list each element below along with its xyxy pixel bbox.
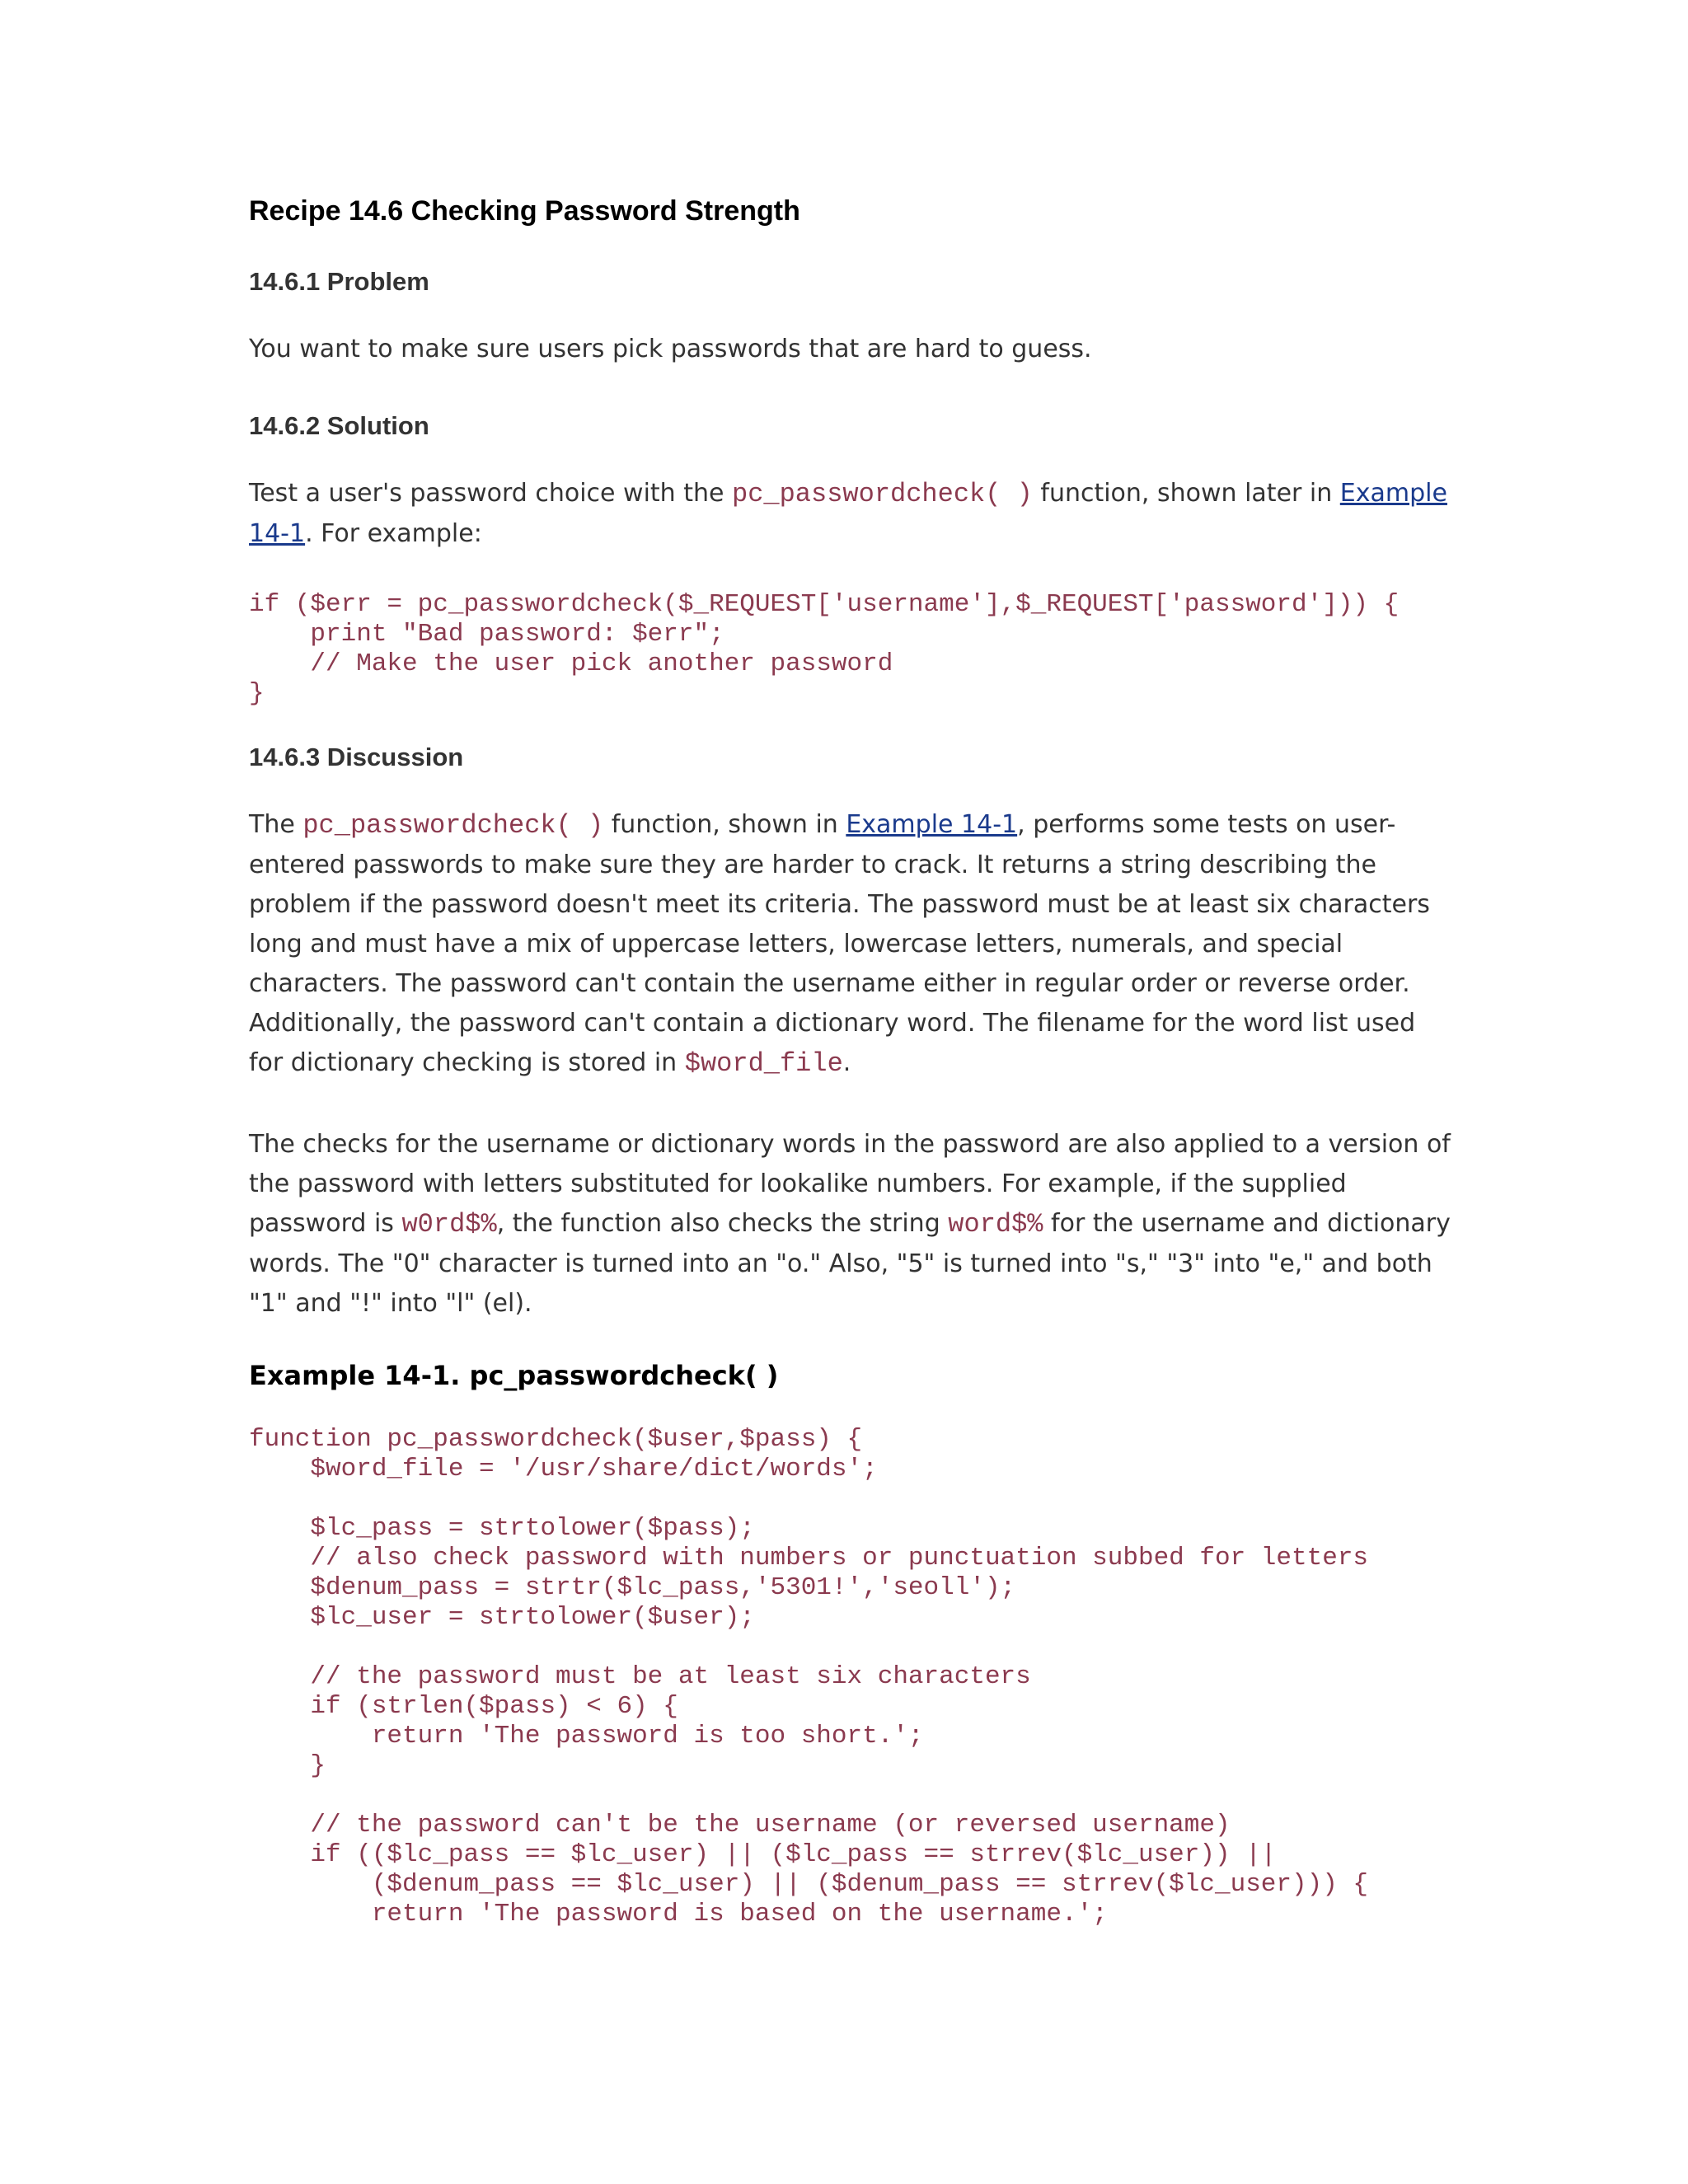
discussion-paragraph-2 [249, 1125, 1452, 1324]
solution-text-after: . For example: [305, 519, 482, 549]
solution-text [249, 474, 1452, 554]
example-code-block: function pc_passwordcheck($user,$pass) { $word_file = '/usr/share/dict/words'; $lc_pass = strtolower($pass); // also check password with numbers or punctuation subbed for letters $denum_pass = strtr($lc_pass,'5301!','seoll'); $lc_user = strtolower($user); // the password must be at least six characters if (strlen($pass) < 6) { return 'The password is too short.'; } // the password can't be the username (or reversed username) if (($lc_pass == $lc_user) || ($lc_pass == strrev($lc_user)) || ($denum_pass == $lc_user) || ($denum_pass == strrev($lc_user))) { return 'The password is based on the username.'; [249, 1424, 1369, 1929]
discussion-heading: 14.6.3 Discussion [249, 743, 464, 772]
discussion-p1-middle: function, shown in [603, 810, 846, 840]
substituted-password-code: word$% [948, 1209, 1043, 1240]
discussion-function-name: pc_passwordcheck( ) [302, 810, 604, 841]
solution-heading: 14.6.2 Solution [249, 410, 429, 440]
page-title: Recipe 14.6 Checking Password Strength [249, 195, 800, 227]
password-example-code: w0rd$% [401, 1209, 497, 1240]
solution-code-block: if ($err = pc_passwordcheck($_REQUEST['username'],$_REQUEST['password'])) { print "Bad password: $err"; // Make the user pick another password } [249, 590, 1400, 709]
document-page [249, 194, 1452, 1962]
example-link-discussion[interactable]: Example 14-1 [846, 810, 1018, 840]
word-file-variable: $word_file [684, 1048, 843, 1080]
discussion-paragraph-1 [249, 805, 1452, 1084]
solution-text-before: Test a user's password choice with the [249, 479, 732, 509]
example-link-solution[interactable]: Example 14-1 [249, 479, 1447, 549]
discussion-p1-before: The [249, 810, 303, 840]
discussion-p2-after: for the username and dictionary words. The "0" character is turned into an "o." Also, "5" is turned into "s," "3" into "e," and both "1" and "!" into "l" (el). [249, 1209, 1451, 1319]
discussion-p2-before: The checks for the username or dictionary words in the password are also applied to a version of the password with letters substituted for lookalike numbers. For example, if the supplied password is [249, 1130, 1451, 1239]
example-heading: Example 14-1. pc_passwordcheck( ) [249, 1360, 779, 1392]
solution-function-name: pc_passwordcheck( ) [731, 479, 1033, 510]
discussion-p1-end: . [842, 1048, 851, 1078]
problem-text: You want to make sure users pick passwords that are hard to guess. [249, 334, 1092, 363]
discussion-p1-after: , performs some tests on user-entered passwords to make sure they are harder to crack. It returns a string describing the problem if the password doesn't meet its criteria. The password must be at least six characters long and must have a mix of uppercase letters, lowercase letters, numerals, and special characters. The password can't contain the username either in regular order or reverse order. Additionally, the password can't contain a dictionary word. The filename for the word list used for dictionary checking is stored in [249, 810, 1430, 1078]
solution-text-middle: function, shown later in [1032, 479, 1340, 509]
problem-heading: 14.6.1 Problem [249, 266, 429, 296]
discussion-p2-middle: , the function also checks the string [496, 1209, 949, 1239]
